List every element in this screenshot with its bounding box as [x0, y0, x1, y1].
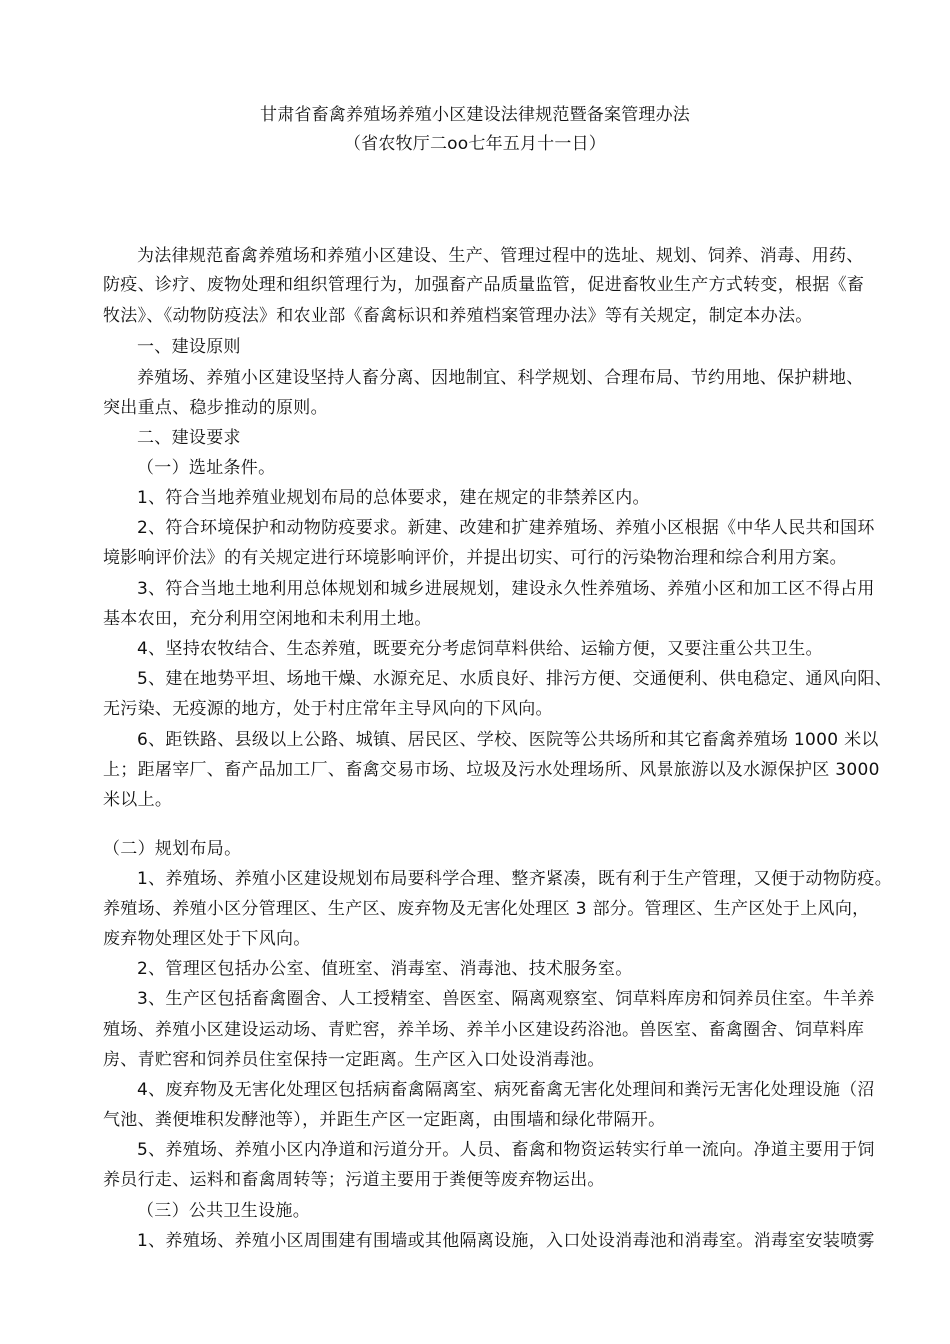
text-line: 为法律规范畜禽养殖场和养殖小区建设、生产、管理过程中的选址、规划、饲养、消毒、用药、: [137, 246, 864, 266]
text-line: 5、建在地势平坦、场地干燥、水源充足、水质良好、排污方便、交通便利、供电稳定、通风向阳、: [137, 669, 893, 689]
text-line: 4、废弃物及无害化处理区包括病畜禽隔离室、病死畜禽无害化处理间和粪污无害化处理设施（沼: [137, 1080, 875, 1100]
text-line: 境影响评价法》的有关规定进行环境影响评价，并提出切实、可行的污染物治理和综合利用方案。: [103, 548, 847, 568]
text-line: 2、管理区包括办公室、值班室、消毒室、消毒池、技术服务室。: [137, 959, 633, 979]
text-line: 无污染、无疫源的地方，处于村庄常年主导风向的下风向。: [103, 699, 553, 719]
text-line: 防疫、诊疗、废物处理和组织管理行为，加强畜产品质量监管，促进畜牧业生产方式转变，根据《畜: [103, 275, 865, 295]
text-line: 上；距屠宰厂、畜产品加工厂、畜禽交易市场、垃圾及污水处理场所、风景旅游以及水源保护区 3000: [103, 760, 880, 780]
section-heading: 二、建设要求: [137, 428, 241, 448]
document-title: 甘肃省畜禽养殖场养殖小区建设法律规范暨备案管理办法: [260, 105, 690, 125]
subsection-heading: （三）公共卫生设施。: [137, 1201, 310, 1221]
text-line: 基本农田，充分利用空闲地和未利用土地。: [103, 609, 432, 629]
text-line: 牧法》、《动物防疫法》和农业部《畜禽标识和养殖档案管理办法》等有关规定，制定本办法。: [103, 306, 813, 326]
text-line: 房、青贮窖和饲养员住室保持一定距离。生产区入口处设消毒池。: [103, 1050, 605, 1070]
text-line: 2、符合环境保护和动物防疫要求。新建、改建和扩建养殖场、养殖小区根据《中华人民共和国环: [137, 518, 875, 538]
text-line: 1、养殖场、养殖小区周围建有围墙或其他隔离设施，入口处设消毒池和消毒室。消毒室安装喷雾: [137, 1231, 875, 1251]
text-line: 5、养殖场、养殖小区内净道和污道分开。人员、畜禽和物资运转实行单一流向。净道主要用于饲: [137, 1140, 875, 1160]
text-line: 养殖场、养殖小区建设坚持人畜分离、因地制宜、科学规划、合理布局、节约用地、保护耕地、: [137, 368, 864, 388]
text-line: 1、符合当地养殖业规划布局的总体要求，建在规定的非禁养区内。: [137, 488, 650, 508]
subsection-heading: （一）选址条件。: [137, 458, 276, 478]
text-line: 废弃物处理区处于下风向。: [103, 929, 311, 949]
text-line: 6、距铁路、县级以上公路、城镇、居民区、学校、医院等公共场所和其它畜禽养殖场 1000 米以: [137, 730, 879, 750]
text-line: 气池、粪便堆积发酵池等），并距生产区一定距离，由围墙和绿化带隔开。: [103, 1110, 666, 1130]
subsection-heading: （二）规划布局。: [103, 839, 242, 859]
document-subtitle: （省农牧厅二oo七年五月十一日）: [343, 134, 606, 154]
text-line: 米以上。: [103, 790, 173, 810]
text-line: 殖场、养殖小区建设运动场、青贮窖，养羊场、养羊小区建设药浴池。兽医室、畜禽圈舍、饲草料库: [103, 1020, 865, 1040]
text-line: 养员行走、运料和畜禽周转等；污道主要用于粪便等废弃物运出。: [103, 1170, 605, 1190]
section-heading: 一、建设原则: [137, 337, 241, 357]
text-line: 养殖场、养殖小区分管理区、生产区、废弃物及无害化处理区 3 部分。管理区、生产区处于上风向，: [103, 899, 870, 919]
text-line: 3、生产区包括畜禽圈舍、人工授精室、兽医室、隔离观察室、饲草料库房和饲养员住室。牛羊养: [137, 989, 875, 1009]
text-line: 4、坚持农牧结合、生态养殖，既要充分考虑饲草料供给、运输方便，又要注重公共卫生。: [137, 639, 823, 659]
text-line: 3、符合当地土地利用总体规划和城乡进展规划，建设永久性养殖场、养殖小区和加工区不得占用: [137, 579, 875, 599]
text-line: 突出重点、稳步推动的原则。: [103, 398, 328, 418]
text-line: 1、养殖场、养殖小区建设规划布局要科学合理、整齐紧凑，既有利于生产管理，又便于动物防疫。: [137, 869, 893, 889]
